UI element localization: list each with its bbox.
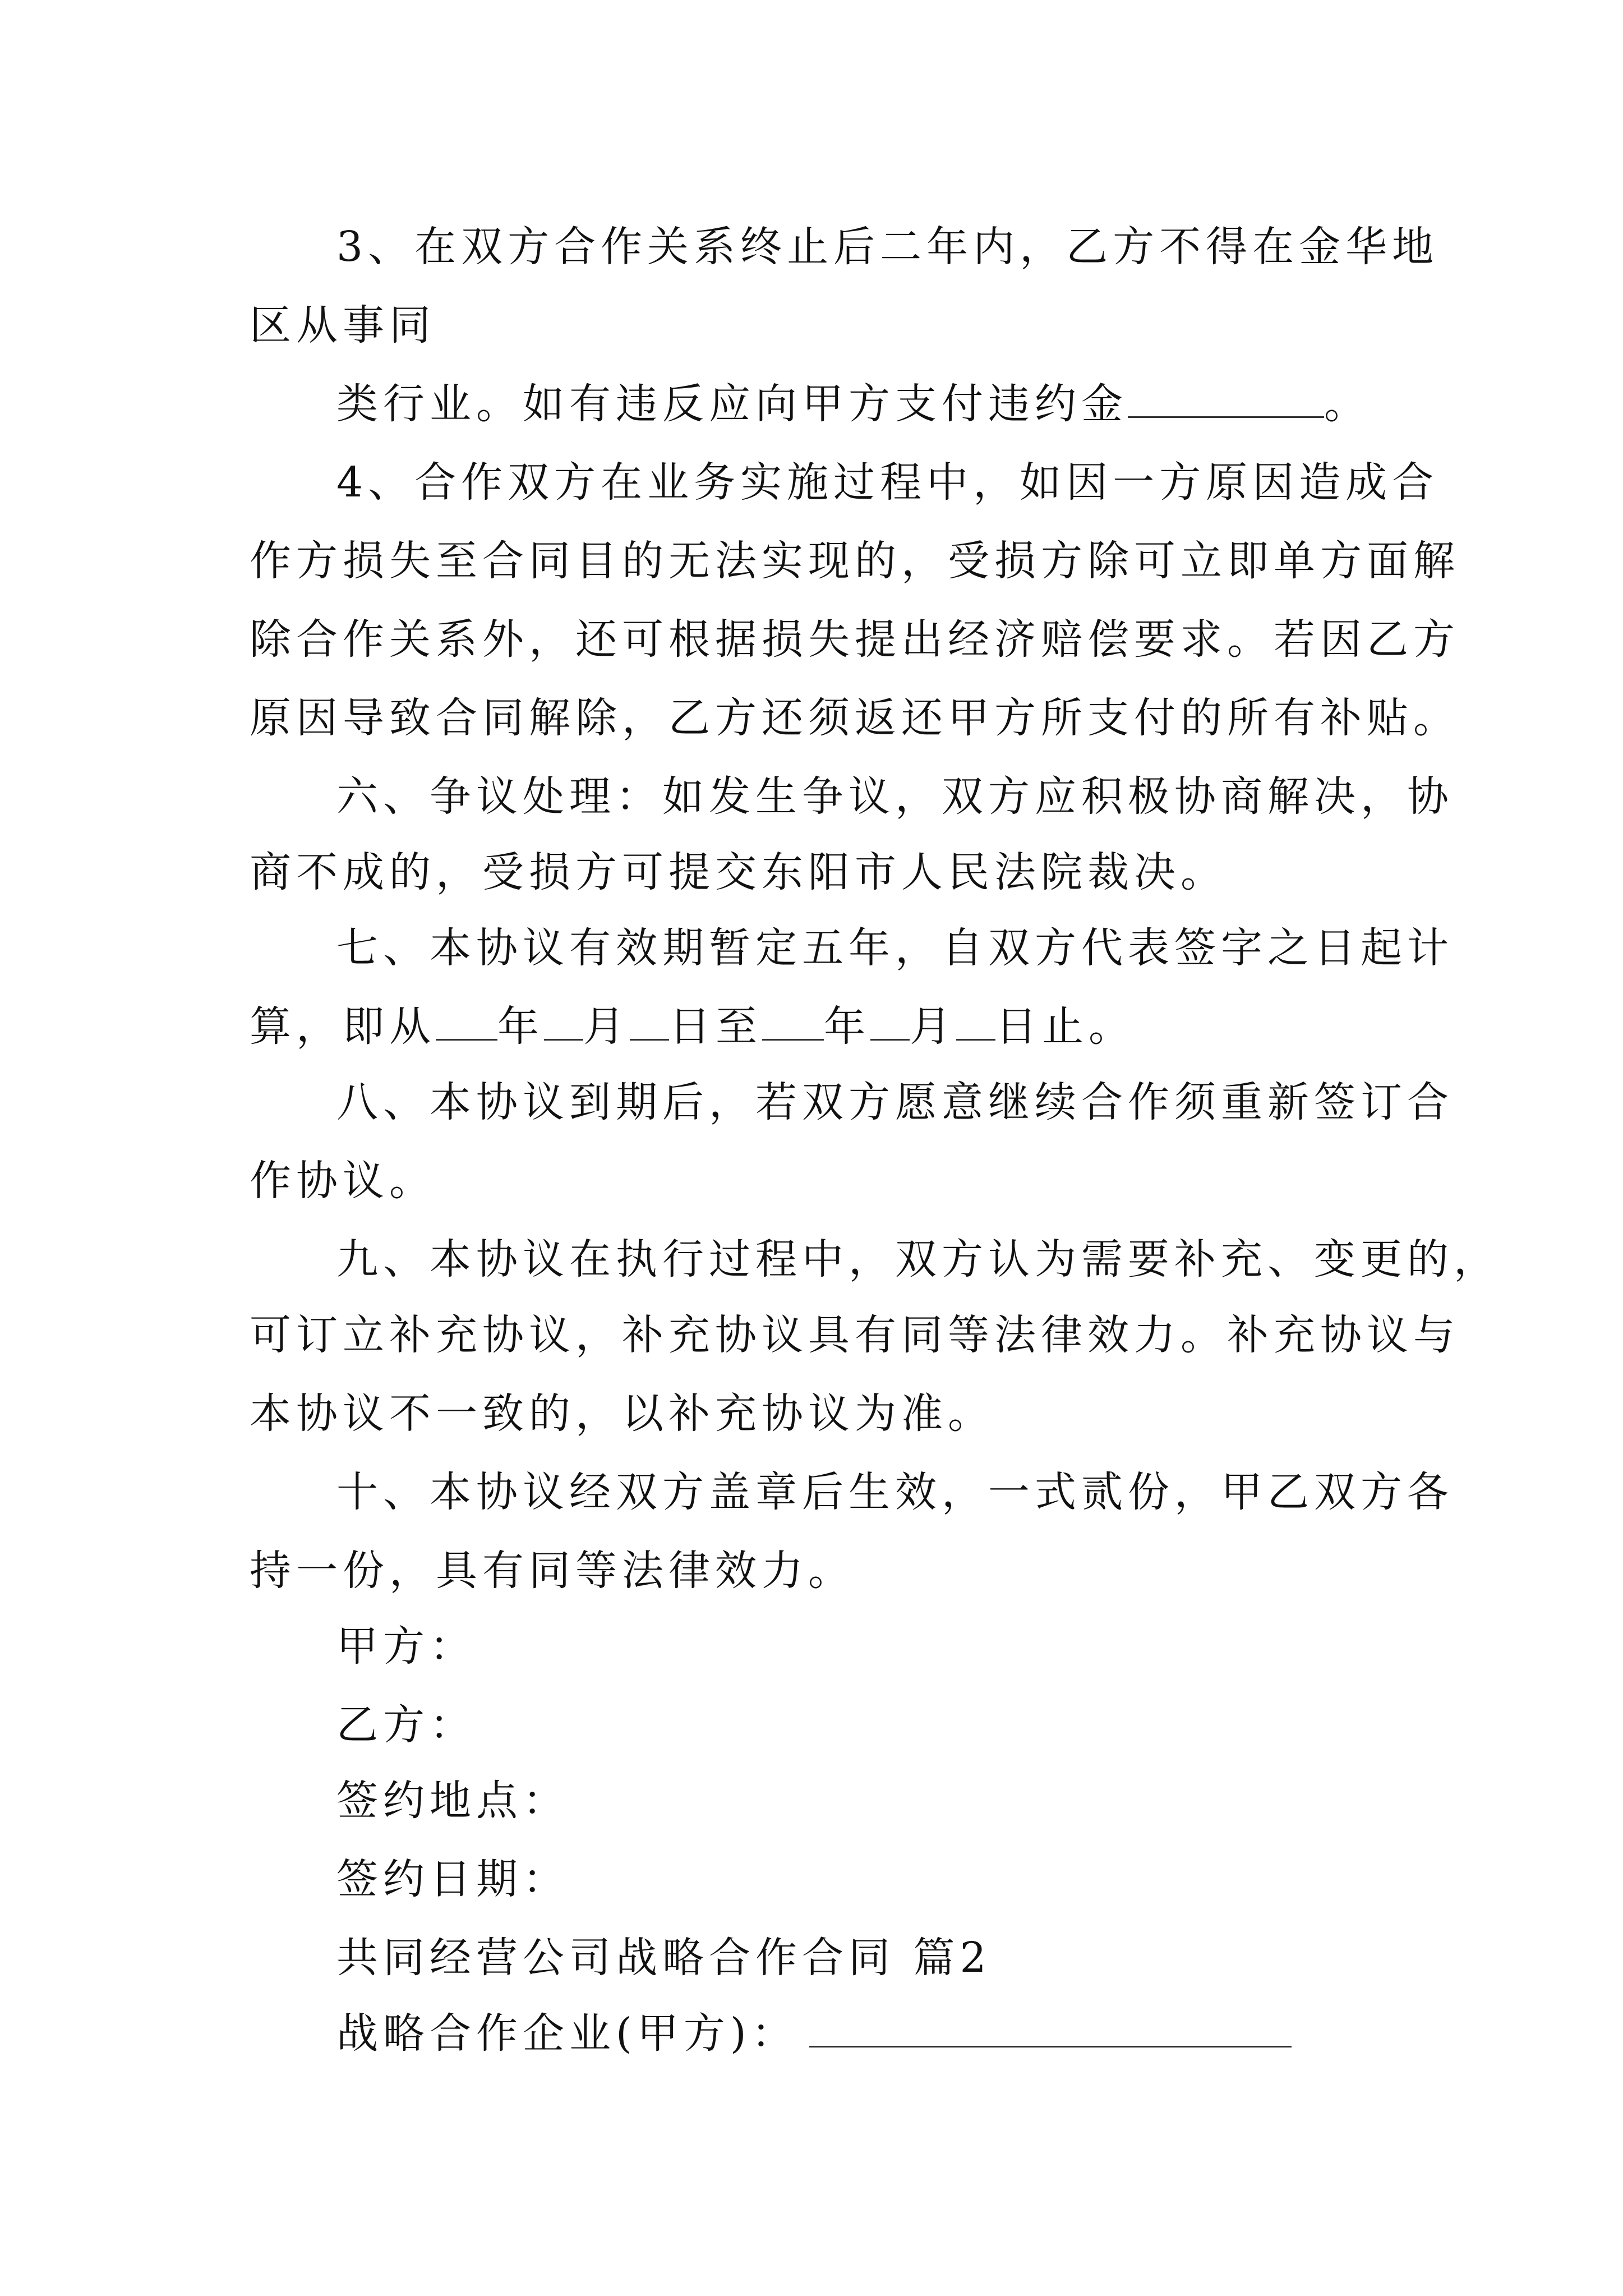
text: 八、本协议到期后，若双方愿意继续合作须重新签订合	[336, 1078, 1454, 1126]
clause-4-line-4	[250, 690, 1460, 746]
text: 除合作关系外，还可根据损失提出经济赔偿要求。若因乙方	[250, 615, 1460, 664]
text: 月	[910, 1002, 956, 1051]
clause-9-line-3	[250, 1386, 994, 1442]
text: 作协议。	[250, 1157, 436, 1205]
text: 签约地点：	[336, 1777, 569, 1825]
partner-name-blank	[809, 2007, 1292, 2047]
party-a-label	[336, 1618, 476, 1674]
text: 签约日期：	[336, 1855, 569, 1903]
start-month-blank	[544, 1000, 583, 1041]
start-year-blank	[436, 1000, 497, 1041]
text: 年	[824, 1002, 870, 1051]
strategic-partner-line	[336, 2005, 1292, 2062]
clause-8-line-1	[336, 1074, 1454, 1130]
text: 区从事同	[250, 301, 436, 349]
end-year-blank	[762, 1000, 824, 1041]
clause-7-line-2	[250, 999, 1135, 1055]
clause-8-line-2	[250, 1153, 436, 1209]
clause-10-line-1	[336, 1464, 1454, 1520]
text: 算，即从	[250, 1002, 436, 1051]
clause-9-line-2	[250, 1307, 1460, 1363]
text: 3、在双方合作关系终止后二年内，乙方不得在金华地	[336, 223, 1439, 271]
text: 持一份，具有同等法律效力。	[250, 1547, 855, 1595]
text: 甲方：	[336, 1622, 476, 1671]
text: 共同经营公司战略合作合同 篇2	[336, 1934, 992, 1982]
text: 4、合作双方在业务实施过程中，如因一方原因造成合	[336, 458, 1439, 507]
clause-3-line-1	[336, 219, 1438, 275]
text: 日止。	[995, 1002, 1135, 1051]
clause-10-line-2	[250, 1543, 855, 1599]
text: 年	[497, 1002, 544, 1051]
text: 原因导致合同解除，乙方还须返还甲方所支付的所有补贴。	[250, 694, 1460, 742]
signing-date-label	[336, 1851, 569, 1907]
text: 月	[583, 1002, 630, 1051]
end-day-blank	[956, 1000, 995, 1041]
party-b-label	[336, 1697, 476, 1753]
end-month-blank	[870, 1000, 910, 1041]
text: 六、争议处理：如发生争议，双方应积极协商解决，协	[336, 772, 1454, 821]
clause-7-line-1	[336, 920, 1454, 976]
clause-6-line-1	[336, 769, 1454, 825]
text: 九、本协议在执行过程中，双方认为需要补充、变更的，	[336, 1235, 1500, 1283]
clause-3-line-3	[336, 376, 1371, 432]
text: 类行业。如有违反应向甲方支付违约金	[336, 380, 1128, 428]
text: 乙方：	[336, 1701, 476, 1749]
penalty-blank	[1128, 377, 1324, 418]
text: 十、本协议经双方盖章后生效，一式贰份，甲乙双方各	[336, 1468, 1454, 1516]
start-day-blank	[630, 1000, 669, 1041]
clause-4-line-2	[250, 533, 1460, 589]
signing-place-label	[336, 1773, 569, 1829]
clause-6-line-2	[250, 844, 1227, 900]
clause-9-line-1	[336, 1231, 1500, 1287]
clause-4-line-3	[250, 611, 1460, 668]
clause-3-line-2	[250, 297, 436, 353]
text: 作方损失至合同目的无法实现的，受损方除可立即单方面解	[250, 537, 1460, 585]
text: 本协议不一致的，以补充协议为准。	[250, 1389, 994, 1438]
text: 可订立补充协议，补充协议具有同等法律效力。补充协议与	[250, 1311, 1460, 1359]
section-heading	[336, 1930, 992, 1986]
text: 战略合作企业(甲方)：	[336, 2009, 798, 2058]
text: 日至	[669, 1002, 762, 1051]
text: 商不成的，受损方可提交东阳市人民法院裁决。	[250, 848, 1227, 896]
clause-4-line-1	[336, 454, 1438, 510]
text: 七、本协议有效期暂定五年，自双方代表签字之日起计	[336, 924, 1454, 972]
text: 。	[1324, 380, 1371, 428]
